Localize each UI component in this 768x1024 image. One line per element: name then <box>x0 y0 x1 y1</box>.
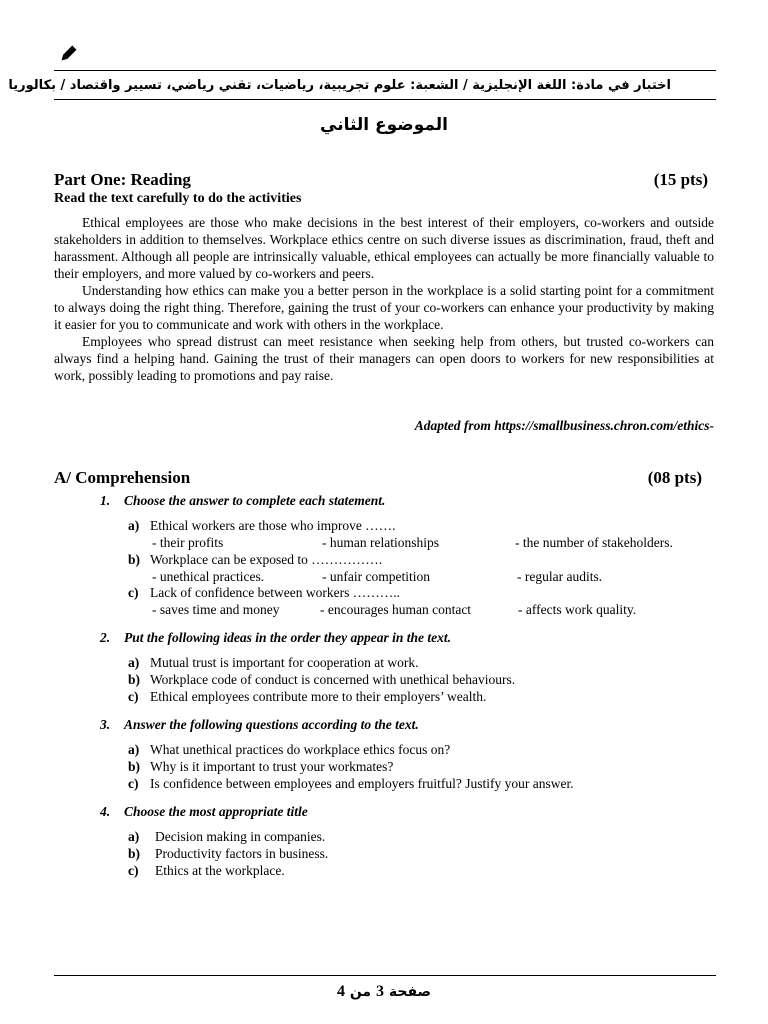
q1-c-option-1: - saves time and money <box>152 602 280 617</box>
footer-page-word: صفحة <box>388 984 432 1000</box>
q4-a-letter: a) <box>128 829 140 844</box>
q1-a-option-3: - the number of stakeholders. <box>515 535 673 550</box>
q1-b-text: Workplace can be exposed to ……………. <box>150 552 383 567</box>
q3-c-text: Is confidence between employees and employers fruitful? Justify your answer. <box>150 776 574 791</box>
q1-b-letter: b) <box>128 552 141 567</box>
q1-c-option-3: - affects work quality. <box>518 602 637 617</box>
exam-header-text: اختبار في مادة: اللغة الإنجليزية / الشعبة: علوم تجريبية، رياضيات، تقني رياضي، تسيير واقتصاد / بكالوريا <box>8 78 671 93</box>
question-3-title <box>100 717 419 733</box>
q1-item-c <box>128 585 400 601</box>
question-1-title <box>100 493 385 509</box>
q3-b-text: Why is it important to trust your workmates? <box>150 759 394 774</box>
q1-c-text: Lack of confidence between workers ……….. <box>150 585 401 600</box>
q1-item-b <box>128 552 382 568</box>
q3-c-letter: c) <box>128 776 139 791</box>
question-4-number: 4. <box>100 804 111 819</box>
subject-title: الموضوع الثاني <box>320 115 448 135</box>
q1-a-option-2: - human relationships <box>322 535 439 550</box>
question-1-number: 1. <box>100 493 111 508</box>
q2-c-letter: c) <box>128 689 139 704</box>
q4-item-a <box>128 829 325 845</box>
q1-item-a <box>128 518 396 534</box>
q2-a-letter: a) <box>128 655 140 670</box>
q4-item-b <box>128 846 328 862</box>
footer-page-number: 3 <box>375 983 384 1000</box>
q4-a-text: Decision making in companies. <box>155 829 326 844</box>
question-4-title <box>100 804 308 820</box>
question-2-title <box>100 630 451 646</box>
question-4-text: Choose the most appropriate title <box>124 804 308 819</box>
question-2-text: Put the following ideas in the order they appear in the text. <box>124 630 452 645</box>
q2-item-c <box>128 689 486 705</box>
header-bottom-rule <box>54 99 716 100</box>
comprehension-title: A/ Comprehension <box>54 468 191 487</box>
part-one-instruction: Read the text carefully to do the activities <box>54 191 302 206</box>
q4-b-letter: b) <box>128 846 141 861</box>
header-top-rule <box>54 70 716 71</box>
q4-c-text: Ethics at the workplace. <box>155 863 285 878</box>
q1-b-option-2: - unfair competition <box>322 569 430 584</box>
question-1-text: Choose the answer to complete each statement. <box>124 493 386 508</box>
q1-b-option-1: - unethical practices. <box>152 569 265 584</box>
footer-page-total: 4 <box>336 983 345 1000</box>
q2-b-letter: b) <box>128 672 141 687</box>
q2-item-a <box>128 655 418 671</box>
pencil-icon <box>58 44 78 64</box>
q1-c-option-2: - encourages human contact <box>320 602 472 617</box>
part-one-points: (15 pts) <box>653 170 708 189</box>
q2-a-text: Mutual trust is important for cooperation at work. <box>150 655 419 670</box>
footer-rule <box>54 975 716 976</box>
part-one-title: Part One: Reading <box>54 170 191 189</box>
passage-paragraph-2: Understanding how ethics can make you a better person in the workplace is a solid starting point for a commitment to always doing the right thing. Therefore, gaining the trust of your co-workers can enhance your productivity by making it easier for you to communicate and work with others in the workplace. <box>54 283 714 332</box>
q2-item-b <box>128 672 515 688</box>
q4-c-letter: c) <box>128 863 139 878</box>
q2-b-text: Workplace code of conduct is concerned with unethical behaviours. <box>150 672 516 687</box>
question-2-number: 2. <box>100 630 111 645</box>
passage-source: Adapted from https://smallbusiness.chron.com/ethics- <box>414 418 714 433</box>
q1-b-option-3: - regular audits. <box>517 569 603 584</box>
q1-a-option-1: - their profits <box>152 535 224 550</box>
q1-a-text: Ethical workers are those who improve ……. <box>150 518 396 533</box>
comprehension-heading <box>54 468 702 488</box>
q3-item-b <box>128 759 393 775</box>
part-one-heading <box>54 170 708 190</box>
q4-item-c <box>128 863 285 879</box>
q3-a-letter: a) <box>128 742 140 757</box>
q3-a-text: What unethical practices do workplace ethics focus on? <box>150 742 451 757</box>
question-3-text: Answer the following questions according to the text. <box>124 717 419 732</box>
q3-item-a <box>128 742 450 758</box>
page-footer <box>0 983 768 1001</box>
q3-b-letter: b) <box>128 759 141 774</box>
comprehension-points: (08 pts) <box>647 468 702 487</box>
q3-item-c <box>128 776 574 792</box>
passage-paragraph-1: Ethical employees are those who make decisions in the best interest of their employers, co-workers and outside stakeholders in addition to themselves. Workplace ethics centre on such diverse issues as discrimination, fraud, theft and harassment. Although all people are intrinsically valuable, ethical employees can actually be more financially valuable to their employers, and more valued by co-workers and peers. <box>54 215 714 281</box>
q2-c-text: Ethical employees contribute more to their employers’ wealth. <box>150 689 487 704</box>
footer-of-word: من <box>349 984 372 1000</box>
reading-passage <box>54 214 714 384</box>
q4-b-text: Productivity factors in business. <box>155 846 329 861</box>
q1-a-letter: a) <box>128 518 140 533</box>
q1-c-letter: c) <box>128 585 139 600</box>
exam-header <box>8 76 716 98</box>
passage-paragraph-3: Employees who spread distrust can meet resistance when seeking help from others, but trusted co-workers can always find a helping hand. Gaining the trust of their managers can open doors to workers for new responsibilities at work, possibly leading to promotions and pay raise. <box>54 334 714 383</box>
question-3-number: 3. <box>100 717 111 732</box>
